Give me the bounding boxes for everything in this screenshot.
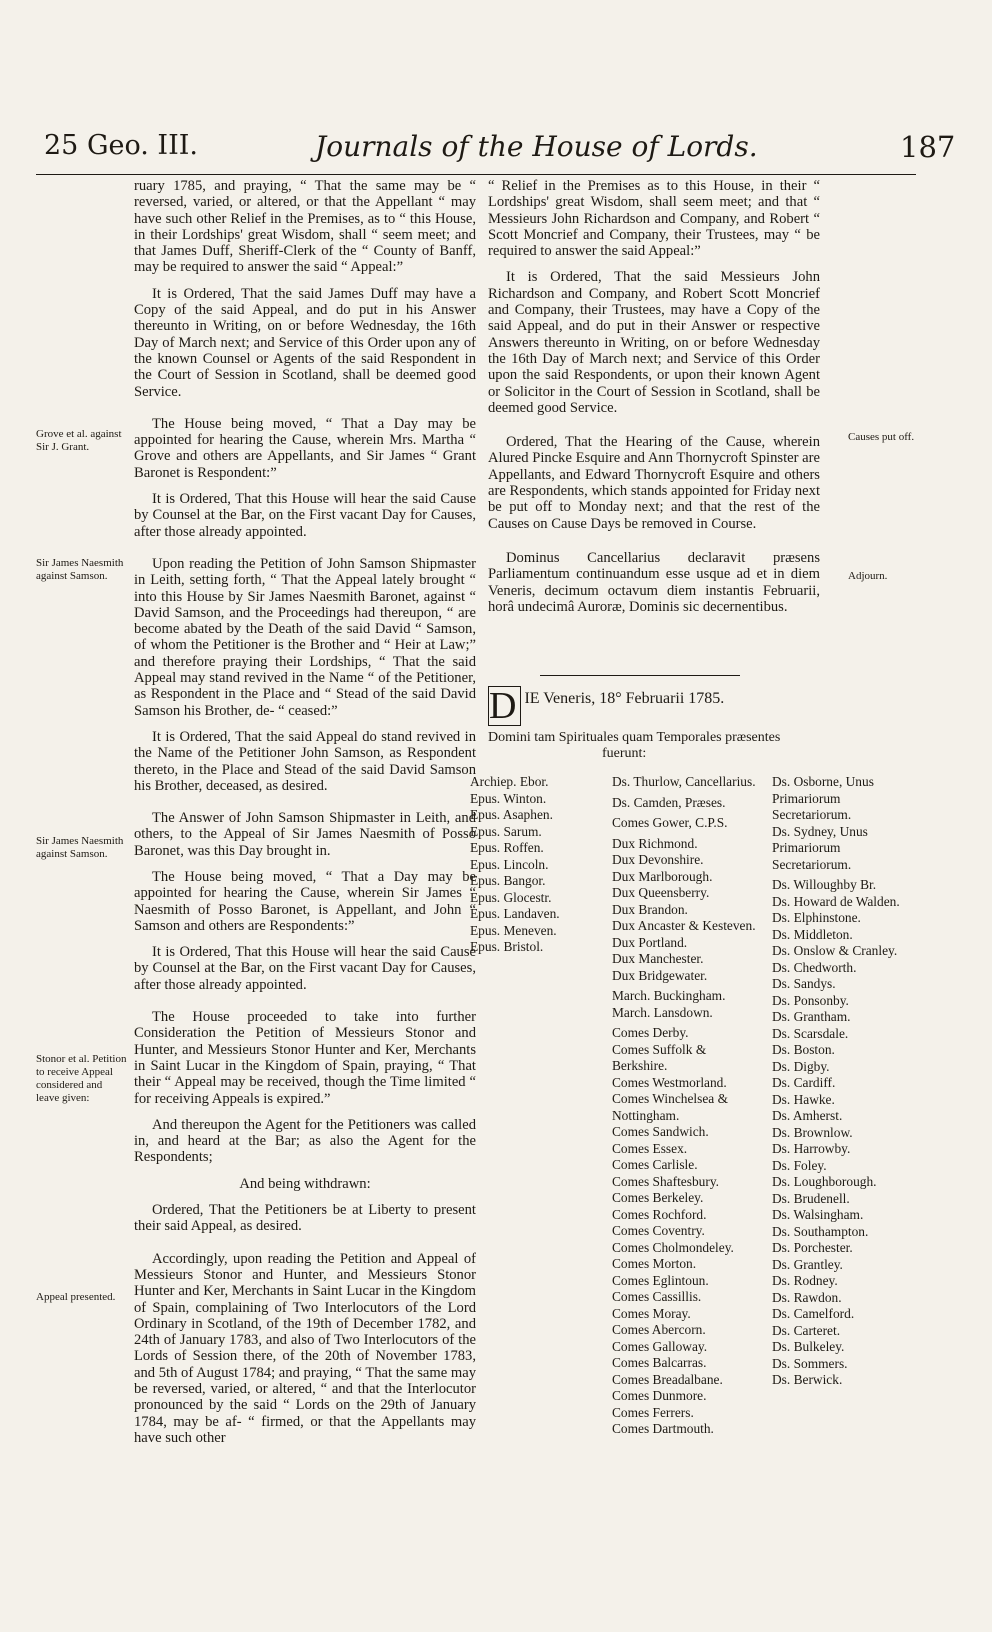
regnal-year: 25 Geo. III. [44,130,199,161]
list-item: Comes Abercorn. [612,1322,706,1337]
list-item: Ds. Carteret. [772,1322,841,1338]
page-header [30,130,956,170]
list-item: Ds. Brudenell. [772,1190,850,1206]
list-item: Ds. Brownlow. [772,1124,853,1140]
margin-note-naesmith-1: Sir James Naesmith against Samson. [36,557,124,582]
list-item: Ds. Camden, Præses. [612,794,726,810]
paragraph: Accordingly, upon reading the Petition and Appeal of Messieurs Stonor and Hunter, and Messieurs Stonor Hunter and Ker, Merchants in Saint Lucar in the Kingdom of Spain, complaining of Two Interlocutors of the Lord Ordinary in Scotland, of the 19th of December 1782, and 24th of January 1783, and also of Two Interlocutors of the Lords of Session there, of the 20th of November 1783, and 5th of August 1784; and praying, “ That the same may be reversed, varied, or altered, “ and that the Interlocutor pronounced by the said “ Lords on the 29th of January 1784, may be af- “ firmed, or that the Appellants may have such other [134,1250,476,1446]
list-item: Comes Cholmondeley. [612,1239,734,1255]
paragraph: Ordered, That the Hearing of the Cause, wherein Alured Pincke Esquire and Ann Thornycroft Spinster are Appellants, and Edward Thornycroft Esquire and others are Respondents, which stands appointed for Friday next be put off to Monday next; and that the rest of the Causes on Cause Days be removed in Course. [488,434,820,532]
list-item: Ds. Rawdon. [772,1289,842,1305]
list-item: Comes Westmorland. [612,1074,727,1090]
list-item: Archiep. Ebor. [470,774,549,789]
list-item: Comes Winchelsea & Nottingham. [612,1091,728,1123]
margin-note-grove: Grove et al. against Sir J. Grant. [36,428,122,453]
sitting-heading [488,686,828,726]
list-item: Comes Carlisle. [612,1157,698,1172]
list-item: Ds. Sandys. [772,976,836,991]
paragraph: It is Ordered, That the said Messieurs John Richardson and Company, and Robert Scott Moncrief and Company, their Trustees, may have a Copy of the said Appeal, and do put in their Answer or respective Answers thereunto in Writing, on or before Wednesday the 16th Day of March next; and Service of this Order upon the said Respondents, or upon their known Agent or Solicitor in the Court of Session in Scotland, shall be deemed good Service. [488,269,820,416]
margin-note-causes: Causes put off. [848,431,915,443]
list-item: Comes Dartmouth. [612,1421,714,1436]
paragraph: “ Relief in the Premises as to this House, in their “ Lordships' great Wisdom, shall seem meet; and that “ Messieurs John Richardson and Company, and Robert “ Scott Moncrief and Company, their Trustees, may “ be required to answer the said Appeal:” [488,178,820,260]
list-item: Ds. Howard de Walden. [772,893,900,909]
section-rule [540,675,740,676]
paragraph: ruary 1785, and praying, “ That the same may be “ reversed, varied, or altered, or that the Appellant “ may have such other Relief in the Premises, as to “ this House, in their Lordships' great Wisdom, shall “ seem meet; and that James Duff, Sheriff-Clerk of the “ County of Banff, may be required to answer the said “ Appeal:” [134,178,476,276]
attendance-intro [488,730,828,762]
list-item: Ds. Porchester. [772,1240,853,1255]
paragraph: The House proceeded to take into further Consideration the Petition of Messieurs Stonor and Hunter, and Messieurs Stonor Hunter and Ker, Merchants in Saint Lucar in the Kingdom of Spain, praying, “ That their “ Appeal may be received, though the Time limited “ for receiving Appeals is expired.” [134,1009,476,1107]
list-item: Ds. Berwick. [772,1372,843,1387]
paragraph: Dominus Cancellarius declaravit præsens Parliamentum continuandum esse usque ad et in diem Veneris, decimum octavum diem instantis Februarii, horâ undecimâ Auroræ, Dominis sic decernentibus. [488,549,820,615]
list-item: Comes Derby. [612,1025,689,1040]
list-item: Dux Manchester. [612,951,704,966]
list-item: Ds. Rodney. [772,1273,838,1288]
list-item: Comes Ferrers. [612,1404,694,1420]
list-item: Epus. Sarum. [470,823,542,839]
attendance-line: Domini tam Spirituales quam Temporales præsentes [488,730,781,745]
list-item: Comes Cassillis. [612,1289,702,1304]
list-item: Ds. Grantham. [772,1009,851,1024]
list-item: Epus. Bristol. [470,939,544,954]
list-item: Comes Essex. [612,1140,688,1156]
paragraph: The Answer of John Samson Shipmaster in Leith, and others, to the Appeal of Sir James Naesmith of Posso Baronet, was this Day brought in. [134,810,476,859]
list-item: Comes Gower, C.P.S. [612,815,728,830]
paragraph: It is Ordered, That this House will hear the said Cause by Counsel at the Bar, on the First vacant Day for Causes, after those already appointed. [134,944,476,993]
list-item: Ds. Onslow & Cranley. [772,943,898,958]
list-item: Ds. Camelford. [772,1306,855,1321]
list-item: Ds. Southampton. [772,1223,869,1239]
paragraph: It is Ordered, That this House will hear the said Cause by Counsel at the Bar, on the First vacant Day for Causes, after those already appointed. [134,491,476,540]
paragraph: The House being moved, “ That a Day may be appointed for hearing the Cause, wherein Mrs. Martha “ Grove and others are Appellants, and Sir James “ Grant Baronet is Respondent:” [134,415,476,481]
margin-note-naesmith-2: Sir James Naesmith against Samson. [36,835,124,860]
list-item: Comes Suffolk & Berkshire. [612,1041,707,1073]
list-item: Dux Bridgewater. [612,967,708,983]
paragraph: The House being moved, “ That a Day may be appointed for hearing the Cause, wherein Sir James “ Naesmith of Posso Baronet, is Appellant, and John “ Samson and others are Respondents:” [134,868,476,934]
lords-list-temporal-2 [772,774,902,1389]
page-number: 187 [900,130,956,164]
list-item: Ds. Osborne, Unus Primariorum Secretariorum. [772,774,874,822]
list-item: Comes Berkeley. [612,1190,704,1205]
list-item: Comes Moray. [612,1305,691,1321]
list-item: Comes Morton. [612,1256,697,1271]
margin-note-adjourn: Adjourn. [848,570,888,582]
list-item: Comes Rochford. [612,1206,707,1222]
lords-list-temporal-1 [612,774,762,1438]
list-item: Ds. Cardiff. [772,1075,836,1090]
list-item: Epus. Meneven. [470,922,557,938]
list-item: Ds. Walsingham. [772,1207,864,1222]
header-rule [36,174,916,175]
list-item: Ds. Foley. [772,1157,827,1173]
list-item: Comes Galloway. [612,1338,708,1354]
list-item: Ds. Boston. [772,1042,835,1057]
list-item: Ds. Digby. [772,1058,830,1074]
list-item: Comes Dunmore. [612,1388,707,1403]
list-item: Ds. Middleton. [772,926,853,942]
paragraph: It is Ordered, That the said Appeal do stand revived in the Name of the Petitioner John Samson, as Respondent thereto, in the Place and Stead of the said David Samson his Brother, deceased, as desired. [134,728,476,794]
paragraph: And being withdrawn: [239,1175,371,1192]
paragraph: It is Ordered, That the said James Duff may have a Copy of the said Appeal, and do put in his Answer thereunto in Writing, on or before Wednesday, the 16th Day of March next; and Service of this Order upon any of the known Counsel or Agents of the said Respondent in the Court of Session in Scotland, shall be deemed good Service. [134,285,476,400]
margin-note-stonor: Stonor et al. Petition to receive Appeal considered and leave given: [36,1053,127,1104]
list-item: Ds. Loughborough. [772,1174,877,1189]
list-item: Dux Brandon. [612,901,688,917]
list-item: Epus. Asaphen. [470,807,553,822]
list-item: Ds. Grantley. [772,1256,843,1272]
drop-cap: D [488,686,521,726]
sitting-date: IE Veneris, 18° Februarii 1785. [524,690,725,707]
list-item: Ds. Elphinstone. [772,910,861,925]
list-item: Ds. Sydney, Unus Primariorum Secretariorum. [772,823,868,872]
list-item: Dux Queensberry. [612,885,710,900]
list-item: Ds. Bulkeley. [772,1339,845,1354]
left-column [134,178,476,1456]
list-item: Ds. Hawke. [772,1091,835,1107]
list-item: Comes Coventry. [612,1223,705,1238]
paragraph: And thereupon the Agent for the Petitioners was called in, and heard at the Bar; as also the Agent for the Respondents; [134,1116,476,1166]
list-item: Ds. Willoughby Br. [772,877,877,892]
list-item: March. Buckingham. [612,988,726,1003]
list-item: Epus. Winton. [470,790,547,806]
list-item: Comes Breadalbane. [612,1371,723,1387]
paragraph: Upon reading the Petition of John Samson Shipmaster in Leith, setting forth, “ That the Appeal lately brought “ into this House by Sir James Naesmith Baronet, against “ David Samson, and the Proceedings had thereupon, “ are become abated by the Death of the said David “ Samson, of whom the Petitioner is the Brother and “ Heir at Law;” and therefore praying their Lordships, “ That the said Appeal may stand revived in the Name “ of the Petitioner, as Respondent in the Place and “ Stead of the said David Samson his Brother, de- “ ceased:” [134,555,476,719]
list-item: Ds. Scarsdale. [772,1025,849,1041]
right-column [488,178,820,625]
list-item: Dux Marlborough. [612,868,713,884]
list-item: Dux Ancaster & Kesteven. [612,918,756,933]
list-item: Epus. Landaven. [470,906,560,921]
margin-note-appeal: Appeal presented. [36,1291,116,1303]
list-item: Comes Sandwich. [612,1124,709,1139]
list-item: March. Lansdown. [612,1004,713,1020]
list-item: Comes Balcarras. [612,1355,707,1370]
list-item: Ds. Ponsonby. [772,992,849,1008]
list-item: Comes Shaftesbury. [612,1173,719,1189]
list-item: Dux Devonshire. [612,852,704,867]
list-item: Dux Richmond. [612,835,698,851]
list-item: Ds. Amherst. [772,1108,843,1123]
list-item: Epus. Glocestr. [470,889,552,905]
list-item: Epus. Bangor. [470,873,546,888]
list-item: Ds. Thurlow, Cancellarius. [612,774,756,789]
attendance-line: fuerunt: [602,746,647,761]
lords-list-spiritual [470,774,600,956]
list-item: Ds. Sommers. [772,1355,848,1371]
journal-title: Journals of the House of Lords. [315,130,758,163]
list-item: Epus. Lincoln. [470,856,549,872]
list-item: Dux Portland. [612,934,688,950]
list-item: Ds. Harrowby. [772,1141,851,1156]
list-item: Epus. Roffen. [470,840,544,855]
paragraph: Ordered, That the Petitioners be at Liberty to present their said Appeal, as desired. [134,1202,476,1235]
list-item: Ds. Chedworth. [772,959,857,975]
list-item: Comes Eglintoun. [612,1272,709,1288]
